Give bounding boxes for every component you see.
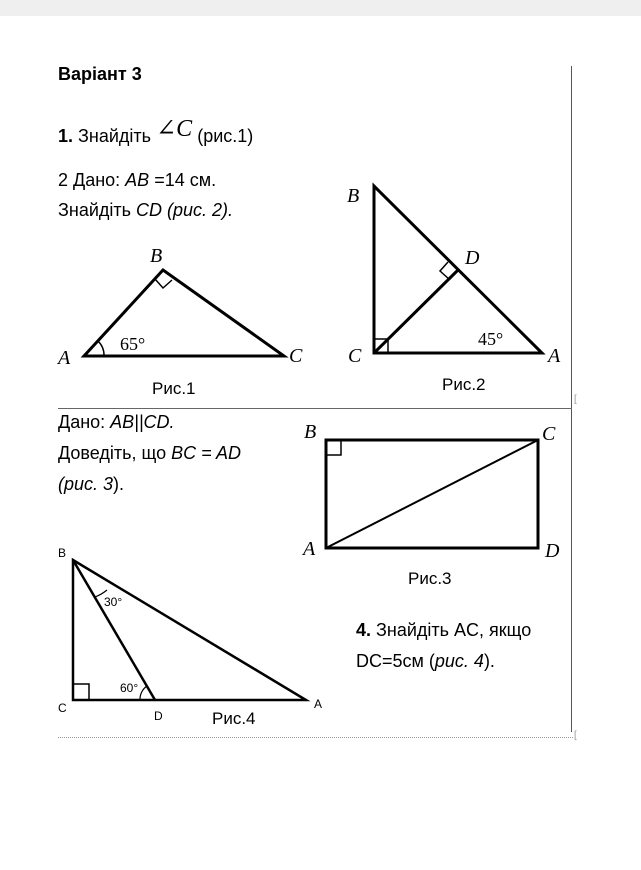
task-3-parallel: AB||CD. xyxy=(110,412,175,432)
figure-2-angle-a: 45° xyxy=(478,329,504,349)
task-3-equality: BC = AD xyxy=(171,443,241,463)
figure-2-label-d: D xyxy=(465,247,480,269)
task-2-ref: (рис. 2). xyxy=(162,200,234,220)
figure-1-label-b: B xyxy=(150,245,163,267)
task-3-given: Дано: xyxy=(58,412,111,432)
figure-4-label-c: C xyxy=(58,701,67,715)
task-3-prove: Доведіть, що xyxy=(58,443,172,463)
task-3-ref: (рис. 3 xyxy=(58,474,114,494)
task-2-segment-cd: CD xyxy=(136,200,163,220)
figure-3-label-c: C xyxy=(542,423,556,445)
figure-3-label-b: B xyxy=(304,421,317,443)
margin-mark: [ xyxy=(574,730,577,741)
task-4-given: DC=5см ( xyxy=(356,651,435,671)
figure-3-label-d: D xyxy=(545,540,560,562)
figure-3-label-a: A xyxy=(303,538,316,560)
figure-4-label-a: A xyxy=(314,697,323,711)
figure-4-caption: Рис.4 xyxy=(212,709,256,728)
figure-2-label-c: C xyxy=(348,345,362,367)
figure-1-label-a: A xyxy=(58,347,71,369)
task-1-number: 1. xyxy=(58,126,74,146)
figure-2-triangle xyxy=(374,186,542,353)
figure-3-caption: Рис.3 xyxy=(408,569,452,588)
figure-2-label-a: A xyxy=(548,345,561,367)
task-1-ref: (рис.1) xyxy=(197,126,254,146)
task-4-ref: рис. 4 xyxy=(434,651,484,671)
task-4-text: Знайдіть AC, якщо xyxy=(371,620,532,640)
figure-2-caption: Рис.2 xyxy=(442,375,486,394)
figure-4-label-d: D xyxy=(154,709,163,723)
figure-4-angle-d: 60° xyxy=(120,681,139,695)
task-1-angle: ∠C xyxy=(156,116,193,142)
figure-1-label-c: C xyxy=(289,345,303,367)
task-2-find: Знайдіть xyxy=(58,200,137,220)
task-4-number: 4. xyxy=(356,620,372,640)
task-4-ref-end: ). xyxy=(483,651,495,671)
figure-1-caption: Рис.1 xyxy=(152,379,196,398)
page-title: Варіант 3 xyxy=(58,64,142,84)
figure-3-rectangle xyxy=(326,440,538,548)
task-2-value: =14 см. xyxy=(149,170,217,190)
figure-1-triangle xyxy=(84,270,284,356)
task-3-ref-end: ). xyxy=(113,474,125,494)
figure-2-label-b: B xyxy=(347,185,360,207)
task-2-segment-ab: AB xyxy=(125,170,150,190)
margin-mark: [ xyxy=(574,394,577,405)
figure-1-angle-a: 65° xyxy=(120,334,146,354)
figure-4-triangle xyxy=(73,560,306,700)
task-1-text: Знайдіть xyxy=(78,126,152,146)
figure-4-label-b: B xyxy=(58,546,67,560)
figure-4-angle-b: 30° xyxy=(104,595,123,609)
task-2-given: 2 Дано: xyxy=(58,170,126,190)
